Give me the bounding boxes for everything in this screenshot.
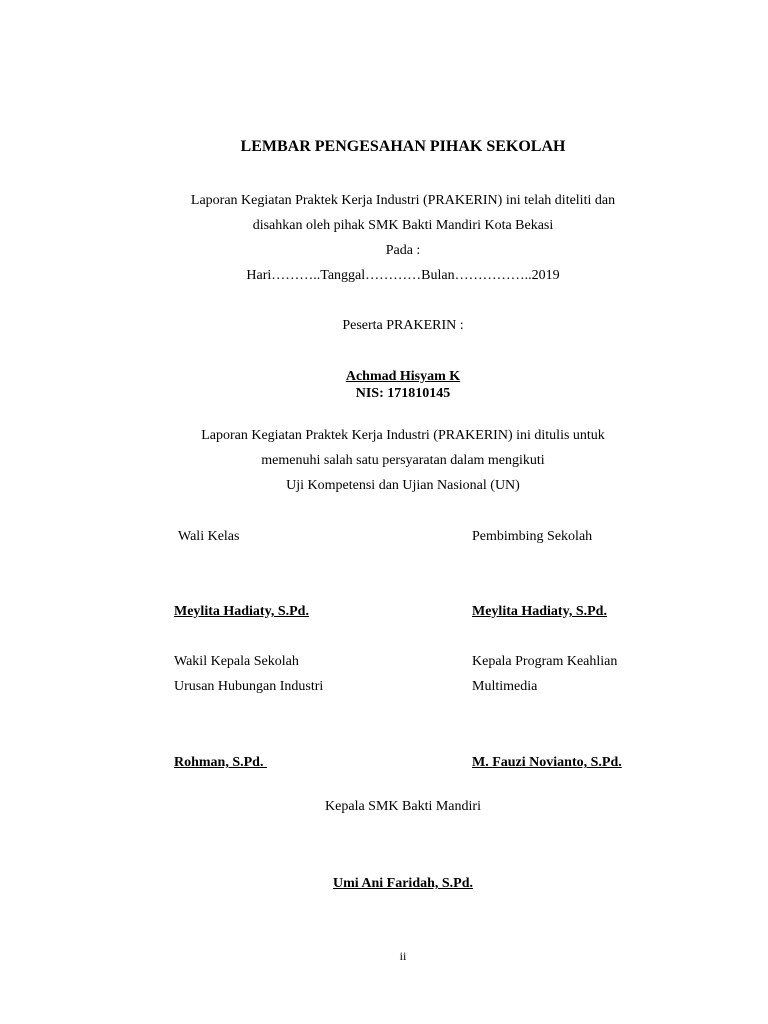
purpose-line-2: memenuhi salah satu persyaratan dalam mengikuti (261, 453, 545, 468)
intro-line-3: Pada : (385, 243, 421, 258)
wali-kelas-name: Meylita Hadiaty, S.Pd. (174, 604, 309, 619)
participant-label: Peserta PRAKERIN : (342, 318, 464, 333)
kepala-sekolah-name: Umi Ani Faridah, S.Pd. (332, 876, 474, 891)
wakil-kepala-role-line-2: Urusan Hubungan Industri (174, 679, 324, 694)
purpose-line-1: Laporan Kegiatan Praktek Kerja Industri (PRAKERIN) ini ditulis untuk (201, 428, 605, 443)
pembimbing-role: Pembimbing Sekolah (472, 529, 593, 544)
page-number: ii (399, 949, 407, 963)
pembimbing-name: Meylita Hadiaty, S.Pd. (472, 604, 607, 619)
page-title: LEMBAR PENGESAHAN PIHAK SEKOLAH (240, 138, 566, 155)
kepala-sekolah-role: Kepala SMK Bakti Mandiri (325, 799, 481, 814)
kaprog-role-line-1: Kepala Program Keahlian (472, 654, 618, 669)
wali-kelas-role: Wali Kelas (178, 529, 240, 544)
intro-line-1: Laporan Kegiatan Praktek Kerja Industri (PRAKERIN) ini telah diteliti dan (190, 193, 616, 208)
participant-name: Achmad Hisyam K (345, 369, 461, 384)
participant-nis: NIS: 171810145 (355, 386, 451, 401)
purpose-line-3: Uji Kompetensi dan Ujian Nasional (UN) (286, 478, 520, 493)
wakil-kepala-role-line-1: Wakil Kepala Sekolah (174, 654, 299, 669)
wakil-kepala-name: Rohman, S.Pd. (174, 755, 267, 770)
kaprog-name: M. Fauzi Novianto, S.Pd. (472, 755, 622, 770)
kaprog-role-line-2: Multimedia (472, 679, 538, 694)
intro-line-2: disahkan oleh pihak SMK Bakti Mandiri Kota Bekasi (252, 218, 554, 233)
date-line: Hari………..Tanggal…………Bulan……………..2019 (246, 268, 560, 283)
